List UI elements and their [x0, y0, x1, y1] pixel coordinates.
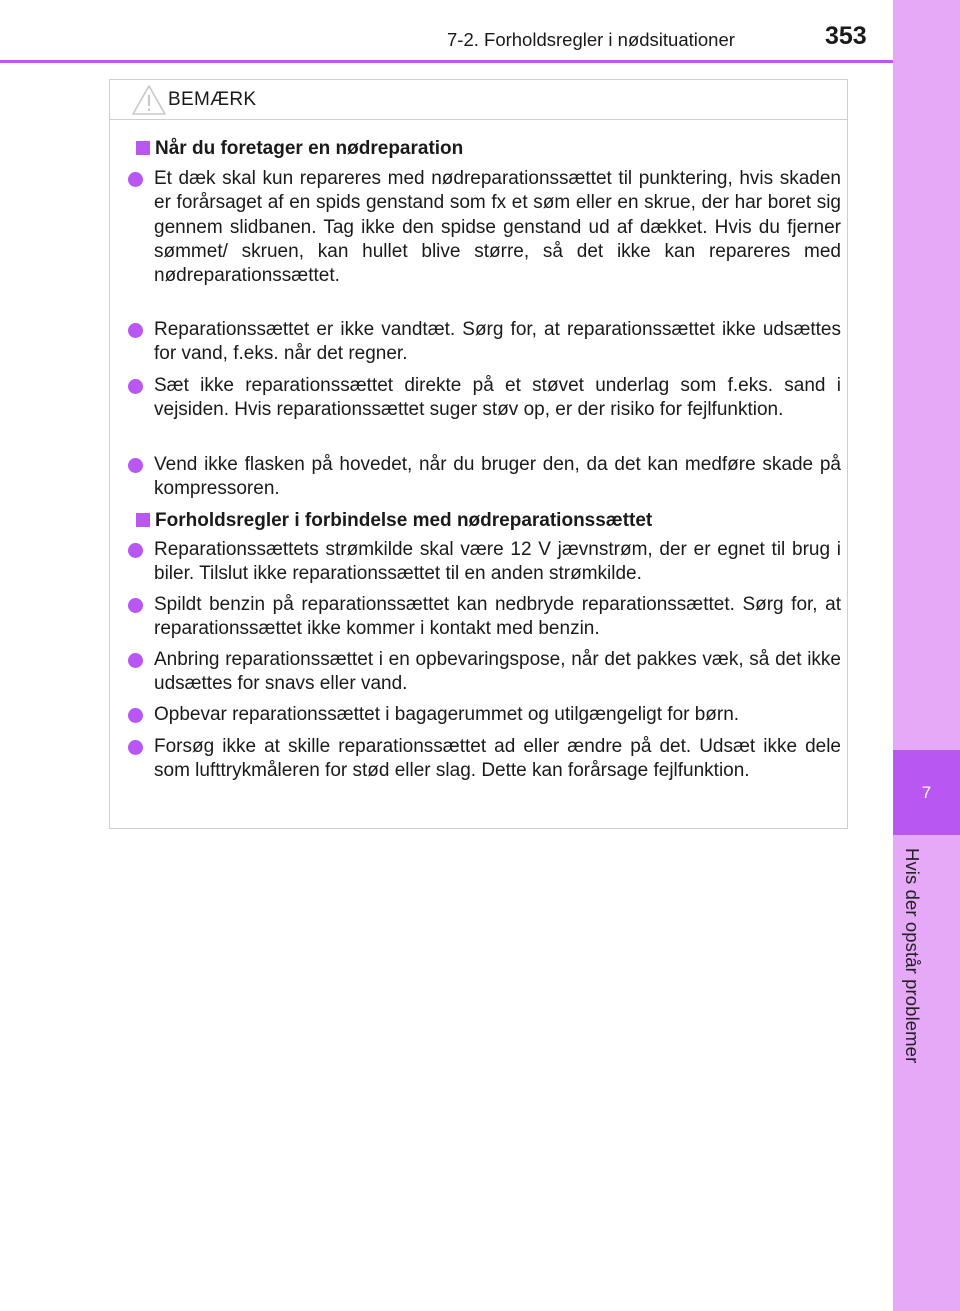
list-item-text: Sæt ikke reparationssættet direkte på et støvet underlag som f.eks. sand i vejsiden. Hvis reparationssættet suger støv op, er der risiko for fejlfunktion. [154, 375, 841, 421]
list-item [128, 167, 841, 288]
list-item-text: Forsøg ikke at skille reparationssættet ad eller ændre på det. Udsæt ikke dele som lufttrykmåleren for stød eller slag. Dette kan forårsage fejlfunktion. [154, 736, 841, 782]
list-item [128, 703, 841, 727]
section-title-text: Når du foretager en nødreparation [155, 138, 464, 159]
list-item [128, 453, 841, 502]
section-heading: 7-2. Forholdsregler i nødsituationer [447, 29, 735, 50]
section-title [136, 510, 652, 532]
chapter-tab-strip [893, 0, 960, 1311]
section-title-text: Forholdsregler i forbindelse med nødreparationssættet [155, 510, 653, 531]
warning-triangle-icon [131, 84, 167, 116]
list-item-text: Opbevar reparationssættet i bagagerummet og utilgængeligt for børn. [154, 704, 740, 725]
chapter-number-tab [893, 750, 960, 835]
notice-title: BEMÆRK [168, 89, 257, 110]
list-item-text: Et dæk skal kun repareres med nødreparationssættet til punktering, hvis skaden er forårsaget af en spids genstand som fx et søm eller en skrue, der har boret sig gennem slidbanen. Tag ikke den spidse genstand ud af dækket. Hvis du fjerner sømmet/ skruen, kan hullet blive større, så det ikke kan repareres med nødreparationssættet. [154, 168, 841, 287]
list-item [128, 374, 841, 423]
page-number: 353 [825, 22, 867, 50]
list-item [128, 318, 841, 367]
circle-bullet-icon [128, 708, 143, 723]
square-bullet-icon [136, 513, 150, 527]
section-title [136, 138, 463, 160]
circle-bullet-icon [128, 172, 143, 187]
circle-bullet-icon [128, 323, 143, 338]
circle-bullet-icon [128, 653, 143, 668]
list-item [128, 538, 841, 587]
chapter-title-vertical: Hvis der opstår problemer [902, 848, 923, 1064]
list-item-text: Reparationssættets strømkilde skal være 12 V jævnstrøm, der er egnet til brug i biler. Tilslut ikke reparationssættet til en anden strømkilde. [154, 539, 841, 585]
chapter-number: 7 [921, 782, 932, 802]
circle-bullet-icon [128, 598, 143, 613]
list-item-text: Reparationssættet er ikke vandtæt. Sørg for, at reparationssættet ikke udsættes for vand, f.eks. når det regner. [154, 319, 841, 365]
circle-bullet-icon [128, 740, 143, 755]
circle-bullet-icon [128, 379, 143, 394]
list-item [128, 648, 841, 697]
notice-box [109, 79, 848, 829]
list-item [128, 735, 841, 784]
list-item-text: Vend ikke flasken på hovedet, når du bruger den, da det kan medføre skade på kompressoren. [154, 454, 841, 500]
notice-header [110, 80, 847, 120]
square-bullet-icon [136, 141, 150, 155]
header-rule [0, 60, 893, 63]
list-item-text: Anbring reparationssættet i en opbevaringspose, når det pakkes væk, så det ikke udsættes for snavs eller vand. [154, 649, 841, 695]
list-item-text: Spildt benzin på reparationssættet kan nedbryde reparationssættet. Sørg for, at reparationssættet ikke kommer i kontakt med benzin. [154, 594, 841, 640]
circle-bullet-icon [128, 458, 143, 473]
list-item [128, 593, 841, 642]
circle-bullet-icon [128, 543, 143, 558]
